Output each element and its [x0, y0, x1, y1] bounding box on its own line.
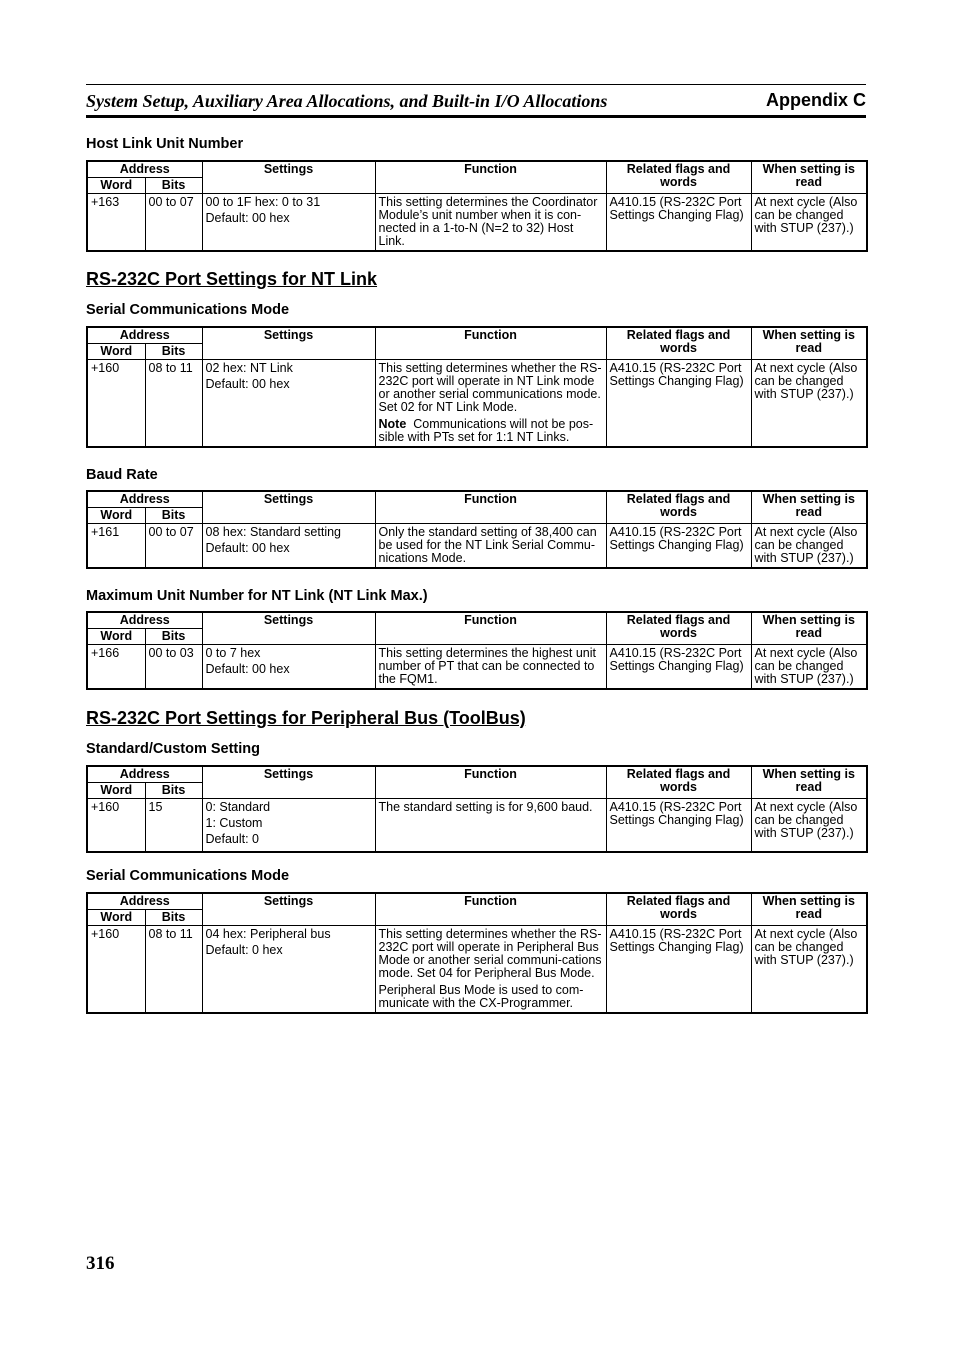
column-header-function: Function	[375, 766, 606, 799]
cell-bits: 00 to 07	[145, 524, 202, 569]
column-header-bits: Bits	[145, 910, 202, 926]
cell-bits: 00 to 03	[145, 645, 202, 690]
column-header-settings: Settings	[202, 161, 375, 194]
table-4-title: Standard/Custom Setting	[86, 741, 261, 757]
cell-word: +166	[87, 645, 145, 690]
cell-bits: 15	[145, 799, 202, 853]
column-header-word: Word	[87, 344, 145, 360]
cell-function	[375, 926, 606, 1014]
column-header-address: Address	[87, 612, 202, 629]
column-header-settings: Settings	[202, 327, 375, 360]
table-row	[87, 926, 867, 1014]
function-text: The standard setting is for 9,600 baud.	[378, 800, 593, 814]
cell-settings	[202, 926, 375, 1014]
function-text: Only the standard setting of 38,400 can be used for the NT Link Serial Commu-nications Mode.	[378, 525, 597, 565]
function-note	[379, 418, 603, 444]
cell-when: At next cycle (Also can be changed with STUP (237).)	[751, 524, 867, 569]
settings-line: 02 hex: NT Link	[205, 361, 293, 375]
cell-settings	[202, 645, 375, 690]
column-header-related: Related flags and words	[606, 161, 751, 194]
settings-line: Default: 0	[205, 832, 260, 846]
table-1	[86, 326, 868, 448]
cell-when: At next cycle (Also can be changed with STUP (237).)	[751, 194, 867, 252]
function-text: This setting determines the highest unit number of PT that can be connected to the FQM1.	[378, 646, 596, 686]
cell-settings	[202, 524, 375, 569]
cell-related: A410.15 (RS-232C Port Settings Changing Flag)	[606, 645, 751, 690]
cell-related: A410.15 (RS-232C Port Settings Changing Flag)	[606, 194, 751, 252]
page-number: 316	[86, 1253, 115, 1274]
table-5-title: Serial Communications Mode	[86, 868, 290, 884]
table-3	[86, 611, 868, 690]
header-appendix: Appendix C	[765, 90, 866, 110]
column-header-word: Word	[87, 508, 145, 524]
settings-line: Default: 00 hex	[205, 662, 290, 676]
page-header	[86, 84, 866, 118]
cell-bits: 08 to 11	[145, 360, 202, 448]
note-text: Peripheral Bus Mode is used to com-municate with the CX-Programmer.	[378, 983, 584, 1010]
column-header-related: Related flags and words	[606, 893, 751, 926]
cell-bits: 08 to 11	[145, 926, 202, 1014]
function-text: This setting determines the Coordinator Module’s unit number when it is con-nected in a 1-to-N (N=2 to 32) Host Link.	[378, 195, 598, 248]
column-header-address: Address	[87, 327, 202, 344]
column-header-word: Word	[87, 783, 145, 799]
column-header-settings: Settings	[202, 612, 375, 645]
column-header-related: Related flags and words	[606, 766, 751, 799]
settings-line: 1: Custom	[205, 816, 263, 830]
table-5	[86, 892, 868, 1014]
cell-related: A410.15 (RS-232C Port Settings Changing Flag)	[606, 799, 751, 853]
cell-settings	[202, 194, 375, 252]
cell-function	[375, 524, 606, 569]
settings-line: 08 hex: Standard setting	[205, 525, 342, 539]
column-header-when: When setting is read	[751, 491, 867, 524]
cell-function	[375, 645, 606, 690]
column-header-settings: Settings	[202, 491, 375, 524]
column-header-related: Related flags and words	[606, 327, 751, 360]
column-header-when: When setting is read	[751, 893, 867, 926]
column-header-function: Function	[375, 491, 606, 524]
column-header-related: Related flags and words	[606, 612, 751, 645]
table-row	[87, 799, 867, 853]
cell-when: At next cycle (Also can be changed with STUP (237).)	[751, 645, 867, 690]
table-2	[86, 490, 868, 569]
table-3-title: Maximum Unit Number for NT Link (NT Link Max.)	[86, 588, 428, 604]
cell-function	[375, 799, 606, 853]
column-header-word: Word	[87, 910, 145, 926]
settings-line: Default: 0 hex	[205, 943, 283, 957]
settings-line: 00 to 1F hex: 0 to 31	[205, 195, 321, 209]
note-label: Note	[378, 417, 407, 431]
cell-settings	[202, 799, 375, 853]
column-header-bits: Bits	[145, 344, 202, 360]
column-header-address: Address	[87, 491, 202, 508]
table-1-title: Serial Communications Mode	[86, 302, 290, 318]
column-header-settings: Settings	[202, 766, 375, 799]
column-header-bits: Bits	[145, 783, 202, 799]
section-title-nt-link: RS-232C Port Settings for NT Link	[86, 269, 378, 289]
column-header-address: Address	[87, 893, 202, 910]
function-note	[379, 984, 603, 1010]
column-header-word: Word	[87, 178, 145, 194]
cell-word: +160	[87, 360, 145, 448]
cell-related: A410.15 (RS-232C Port Settings Changing Flag)	[606, 524, 751, 569]
settings-line: Default: 00 hex	[205, 211, 290, 225]
cell-word: +163	[87, 194, 145, 252]
table-row	[87, 645, 867, 690]
column-header-settings: Settings	[202, 893, 375, 926]
column-header-when: When setting is read	[751, 327, 867, 360]
table-2-title: Baud Rate	[86, 467, 158, 483]
column-header-when: When setting is read	[751, 612, 867, 645]
cell-related: A410.15 (RS-232C Port Settings Changing Flag)	[606, 926, 751, 1014]
cell-settings	[202, 360, 375, 448]
column-header-function: Function	[375, 612, 606, 645]
column-header-word: Word	[87, 629, 145, 645]
column-header-function: Function	[375, 161, 606, 194]
table-0-title: Host Link Unit Number	[86, 136, 244, 152]
cell-when: At next cycle (Also can be changed with STUP (237).)	[751, 926, 867, 1014]
cell-when: At next cycle (Also can be changed with STUP (237).)	[751, 360, 867, 448]
cell-word: +160	[87, 799, 145, 853]
table-row	[87, 194, 867, 252]
column-header-when: When setting is read	[751, 766, 867, 799]
column-header-when: When setting is read	[751, 161, 867, 194]
cell-bits: 00 to 07	[145, 194, 202, 252]
function-text: This setting determines whether the RS-232C port will operate in Peripheral Bus Mode or another serial communi-cations mode. Set 04 for Peripheral Bus Mode.	[378, 927, 602, 980]
header-title: System Setup, Auxiliary Area Allocations, and Built-in I/O Allocations	[86, 91, 608, 111]
cell-word: +161	[87, 524, 145, 569]
cell-function	[375, 194, 606, 252]
column-header-function: Function	[375, 893, 606, 926]
column-header-function: Function	[375, 327, 606, 360]
cell-when: At next cycle (Also can be changed with STUP (237).)	[751, 799, 867, 853]
table-0	[86, 160, 868, 252]
settings-line: 0: Standard	[205, 800, 271, 814]
table-row	[87, 360, 867, 448]
settings-line: Default: 00 hex	[205, 377, 290, 391]
note-text: Communications will not be pos-sible with PTs set for 1:1 NT Links.	[378, 417, 594, 444]
column-header-address: Address	[87, 161, 202, 178]
settings-line: Default: 00 hex	[205, 541, 290, 555]
cell-related: A410.15 (RS-232C Port Settings Changing Flag)	[606, 360, 751, 448]
table-4	[86, 765, 868, 853]
section-title-peripheral-bus: RS-232C Port Settings for Peripheral Bus (ToolBus)	[86, 708, 526, 728]
settings-line: 04 hex: Peripheral bus	[205, 927, 331, 941]
function-text: This setting determines whether the RS-232C port will operate in NT Link mode or another serial communications mode. Set 02 for NT Link Mode.	[378, 361, 602, 414]
column-header-address: Address	[87, 766, 202, 783]
column-header-related: Related flags and words	[606, 491, 751, 524]
cell-function	[375, 360, 606, 448]
cell-word: +160	[87, 926, 145, 1014]
table-row	[87, 524, 867, 569]
column-header-bits: Bits	[145, 178, 202, 194]
column-header-bits: Bits	[145, 629, 202, 645]
column-header-bits: Bits	[145, 508, 202, 524]
settings-line: 0 to 7 hex	[205, 646, 261, 660]
